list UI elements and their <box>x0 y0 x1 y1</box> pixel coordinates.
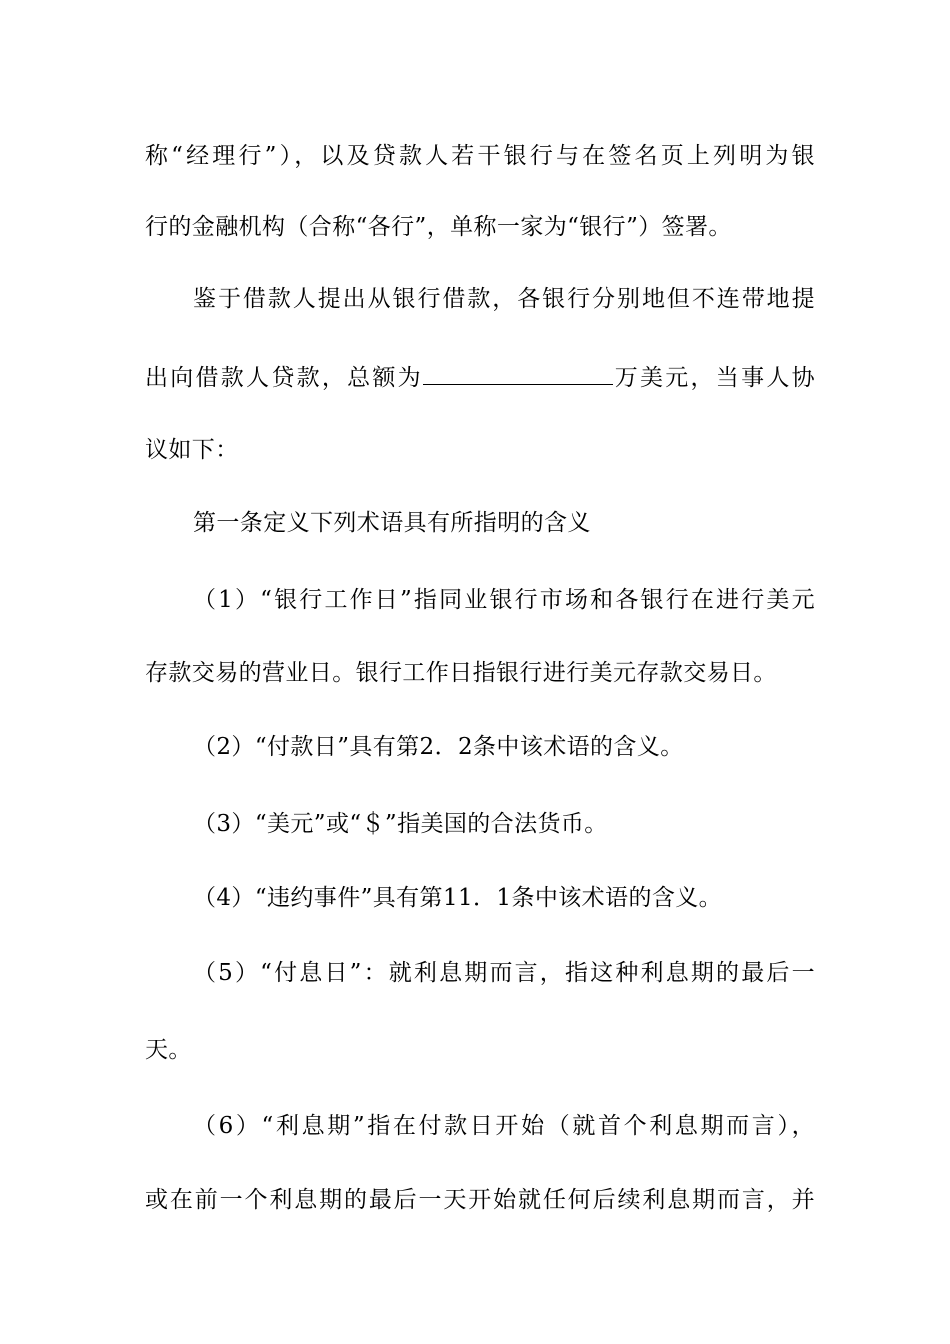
definition-line: （2）“付款日”具有第2．2条中该术语的含义。 <box>193 734 684 760</box>
paragraph-line-with-blank <box>145 362 815 394</box>
amount-blank <box>423 364 613 385</box>
definition-line: （4）“违约事件”具有第11．1条中该术语的含义。 <box>193 885 723 911</box>
definition-line: 存款交易的营业日。银行工作日指银行进行美元存款交易日。 <box>145 660 777 686</box>
definition-line: （6）“利息期”指在付款日开始（就首个利息期而言）， <box>193 1113 815 1139</box>
paragraph-line: 称“经理行”），以及贷款人若干银行与在签名页上列明为银 <box>145 143 815 169</box>
paragraph-line: 议如下： <box>145 437 239 463</box>
definition-line: 天。 <box>145 1037 192 1063</box>
amount-suffix: 万美元，当事人协 <box>612 365 815 391</box>
definition-line: 或在前一个利息期的最后一天开始就任何后续利息期而言，并 <box>145 1187 815 1213</box>
definition-line: （1）“银行工作日”指同业银行市场和各银行在进行美元 <box>193 587 815 613</box>
paragraph-line: 鉴于借款人提出从银行借款，各银行分别地但不连带地提 <box>193 286 815 312</box>
paragraph-line: 行的金融机构（合称“各行”，单称一家为“银行”）签署。 <box>145 214 732 240</box>
definition-line: （3）“美元”或“＄”指美国的合法货币。 <box>193 811 608 837</box>
definition-line: （5）“付息日”：就利息期而言，指这种利息期的最后一 <box>193 960 815 986</box>
amount-prefix: 出向借款人贷款，总额为 <box>145 365 423 391</box>
article-heading: 第一条定义下列术语具有所指明的含义 <box>193 510 591 536</box>
